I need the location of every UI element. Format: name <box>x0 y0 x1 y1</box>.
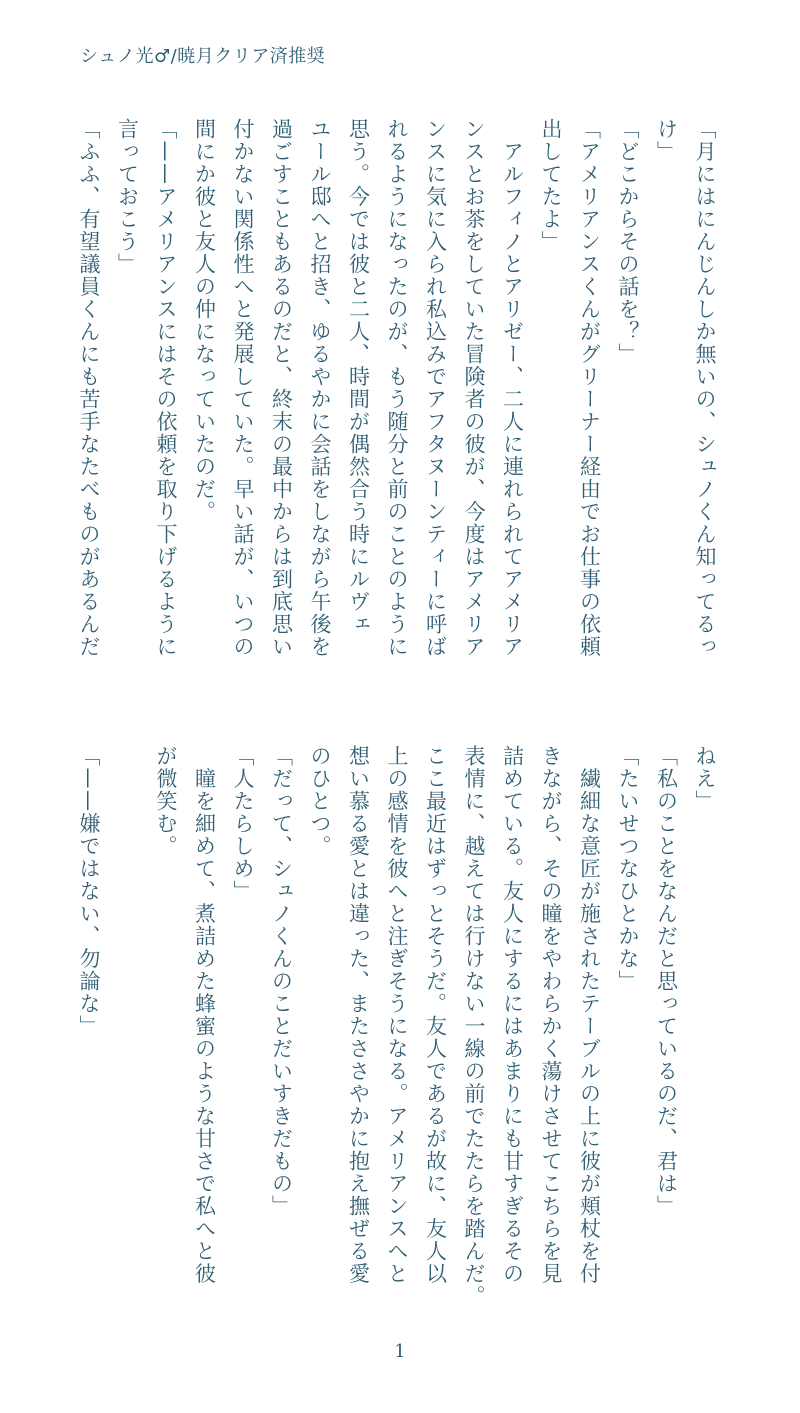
text-line: 繊細な意匠が施されたテーブルの上に彼が頬杖を付 <box>577 745 602 1285</box>
text-line: 思う。今では彼と二人、時間が偶然合う時にルヴェ <box>346 118 371 636</box>
text-line: きながら、その瞳をやわらかく蕩けさせてこちらを見 <box>539 745 563 1285</box>
text-line: 「——アメリアンスにはその依頼を取り下げるように <box>154 118 178 658</box>
text-line: 出してたよ」 <box>539 118 563 253</box>
text-block-top <box>70 118 725 678</box>
text-line: が微笑む。 <box>154 745 178 858</box>
text-line: ここ最近はずっとそうだ。友人であるが故に、友人以 <box>423 745 448 1285</box>
text-line: け」 <box>654 118 679 163</box>
text-line: 想い慕る愛とは違った、またささやかに抱え撫ぜる愛 <box>346 745 371 1285</box>
text-line: れるようになったのが、もう随分と前のことのように <box>385 118 409 658</box>
text-line: 「ふふ、有望議員くんにも苦手なたべものがあるんだ <box>77 118 101 658</box>
text-line: 「どこからその話を？」 <box>616 118 640 366</box>
text-line: 上の感情を彼へと注ぎそうになる。アメリアンスへと <box>385 745 409 1285</box>
text-line: ユール邸へと招き、ゆるやかに会話をしながら午後を <box>308 118 332 658</box>
text-line: 「——嫌ではない、勿論な」 <box>77 745 101 1038</box>
text-line: 過ごすこともあるのだと、終末の最中からは到底思い <box>269 118 294 658</box>
page-number: 1 <box>394 1341 406 1362</box>
text-line: 表情に、越えては行けない一線の前でたたらを踏んだ。 <box>462 745 486 1308</box>
text-line: 「私のことをなんだと思っているのだ、君は」 <box>654 745 679 1218</box>
text-line: 「だって、シュノくんのことだいすきだもの」 <box>269 745 294 1218</box>
text-line: 言っておこう」 <box>115 118 140 276</box>
text-line: 「月にはにんじんしか無いの、シュノくん知ってるっ <box>693 118 717 658</box>
text-line: アルフィノとアリゼー、二人に連れられてアメリア <box>500 118 525 658</box>
text-line: 付かない関係性へと発展していた。早い話が、いつの <box>231 118 255 658</box>
text-line: 瞳を細めて、煮詰めた蜂蜜のような甘さで私へと彼 <box>192 745 217 1285</box>
page-header: シュノ光♂/暁月クリア済推奨 <box>80 46 326 67</box>
text-line: のひとつ。 <box>308 745 332 858</box>
text-line: 詰めている。友人にするにはあまりにも甘すぎるその <box>500 745 525 1285</box>
text-line: ンスとお茶をしていた冒険者の彼が、今度はアメリア <box>462 118 486 658</box>
text-line: 「人たらしめ」 <box>231 745 255 903</box>
blank-line <box>108 745 147 1305</box>
text-line: 「たいせつなひとかな」 <box>616 745 640 993</box>
text-block-bottom <box>70 745 725 1308</box>
text-line: 間にか彼と友人の仲になっていたのだ。 <box>192 118 217 523</box>
text-line: 「アメリアンスくんがグリーナー経由でお仕事の依頼 <box>577 118 602 658</box>
text-line: ンスに気に入られ私込みでアフタヌーンティーに呼ば <box>423 118 448 658</box>
text-line: ねえ」 <box>693 745 717 813</box>
